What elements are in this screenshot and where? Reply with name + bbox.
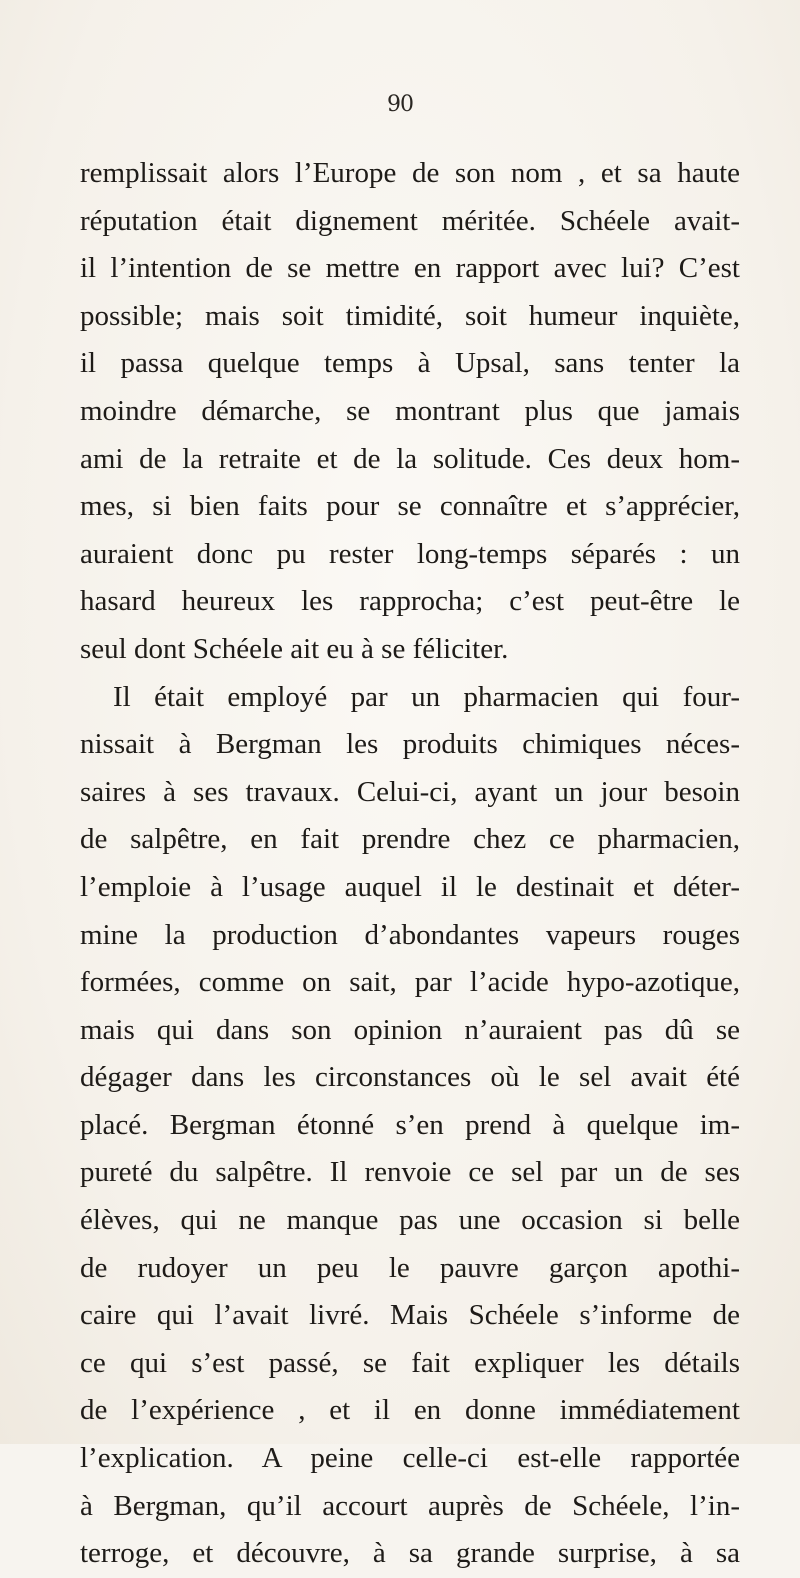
text-line: il l’intention de se mettre en rapport avec lui? C’est bbox=[80, 252, 740, 285]
text-line: saires à ses travaux. Celui-ci, ayant un jour besoin bbox=[80, 775, 740, 808]
page-number: 90 bbox=[387, 92, 413, 117]
text-line: mais qui dans son opinion n’auraient pas dû se bbox=[80, 1013, 740, 1046]
text-line: l’emploie à l’usage auquel il le destinait et déter- bbox=[80, 870, 740, 903]
text-line: possible; mais soit timidité, soit humeur inquiète, bbox=[80, 299, 740, 332]
text-line: placé. Bergman étonné s’en prend à quelque im- bbox=[80, 1108, 740, 1141]
text-line: ami de la retraite et de la solitude. Ces deux hom- bbox=[80, 442, 740, 475]
text-line: à Bergman, qu’il accourt auprès de Schéele, l’in- bbox=[80, 1489, 740, 1522]
text-line: caire qui l’avait livré. Mais Schéele s’informe de bbox=[80, 1299, 740, 1332]
text-line: seul dont Schéele ait eu à se féliciter. bbox=[80, 632, 509, 665]
text-line: de rudoyer un peu le pauvre garçon apothi- bbox=[80, 1251, 740, 1284]
text-line: Il était employé par un pharmacien qui four- bbox=[113, 680, 740, 713]
text-line: formées, comme on sait, par l’acide hypo-azotique, bbox=[80, 966, 740, 999]
text-line: mes, si bien faits pour se connaître et s’apprécier, bbox=[80, 490, 740, 523]
text-line: mine la production d’abondantes vapeurs rouges bbox=[80, 918, 740, 951]
text-line: terroge, et découvre, à sa grande surprise, à sa bbox=[80, 1537, 740, 1570]
text-line: il passa quelque temps à Upsal, sans tenter la bbox=[80, 347, 740, 380]
text-line: hasard heureux les rapprocha; c’est peut-être le bbox=[80, 585, 740, 618]
text-line: pureté du salpêtre. Il renvoie ce sel par un de ses bbox=[80, 1156, 740, 1189]
text-line: de salpêtre, en fait prendre chez ce pharmacien, bbox=[80, 823, 740, 856]
text-line: remplissait alors l’Europe de son nom , et sa haute bbox=[80, 157, 740, 189]
text-line: l’explication. A peine celle-ci est-elle rapportée bbox=[80, 1442, 740, 1475]
text-line: réputation était dignement méritée. Schéele avait- bbox=[80, 204, 740, 237]
text-line: élèves, qui ne manque pas une occasion si belle bbox=[80, 1204, 740, 1237]
text-line: de l’expérience , et il en donne immédiatement bbox=[80, 1394, 740, 1427]
text-line: auraient donc pu rester long-temps séparés : un bbox=[80, 537, 740, 570]
text-line: moindre démarche, se montrant plus que jamais bbox=[80, 394, 740, 427]
text-line: nissait à Bergman les produits chimiques néces- bbox=[80, 728, 740, 761]
text-line: dégager dans les circonstances où le sel avait été bbox=[80, 1061, 740, 1094]
body-text bbox=[80, 150, 740, 1578]
text-line: ce qui s’est passé, se fait expliquer les détails bbox=[80, 1346, 740, 1379]
